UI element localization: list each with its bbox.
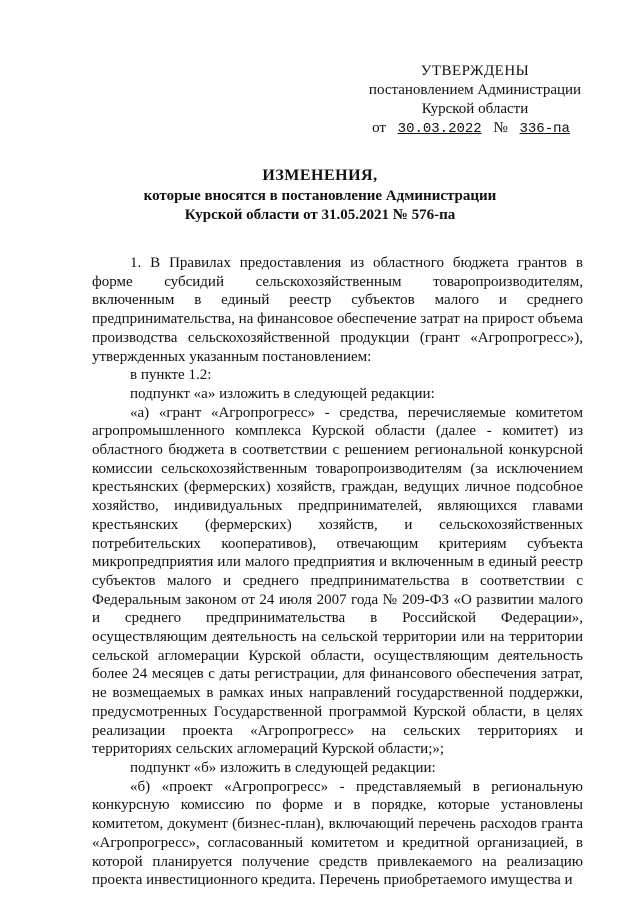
approval-from-label: от	[372, 120, 386, 136]
approval-line-2: Курской области	[421, 101, 529, 117]
heading-subtitle-2: Курской области от 31.05.2021 № 576-па	[184, 207, 456, 223]
document-body	[92, 254, 583, 890]
approval-number: 336-па	[519, 121, 570, 137]
document-heading	[80, 166, 560, 225]
approval-title: УТВЕРЖДЕНЫ	[420, 63, 530, 79]
paragraph-3: подпункт «а» изложить в следующей редакции:	[130, 385, 435, 402]
heading-subtitle-1: которые вносятся в постановление Администрации	[143, 188, 497, 204]
approval-date: 30.03.2022	[397, 121, 482, 137]
approval-number-label: №	[493, 120, 508, 136]
paragraph-4: «а) «грант «Агропрогресс» - средства, перечисляемые комитетом агропромышленного комплекса Курской области (далее - комитет) из областного бюджета в соответствии с решением региональной конкурсной комиссии сельскохозяйственным товаропроизводителям (за исключением крестьянских (фермерских) хозяйств, граждан, ведущих личное подсобное хозяйство, индивидуальных предпринимателей, являющихся главами крестьянских (фермерских) хозяйств, и сельскохозяйственных потребительских кооперативов), отвечающим критериям субъекта микропредприятия или малого предприятия и включенным в единый реестр субъектов малого и среднего предпринимательства в соответствии с Федеральным законом от 24 июля 2007 года № 209-ФЗ «О развитии малого и среднего предпринимательства в Российской Федерации», осуществляющим деятельность на сельской территории или на территории сельской агломерации Курской области, осуществляющим деятельность более 24 месяцев с даты регистрации, для финансового обеспечения затрат, не возмещаемых в рамках иных направлений государственной поддержки, предусмотренных Государственной программой Курской области, в целях реализации проекта «Агропрогресс» на сельских территориях и территориях сельских агломераций Курской области;»;	[92, 404, 583, 758]
paragraph-5: подпункт «б» изложить в следующей редакции:	[130, 759, 436, 776]
approval-date-number	[360, 119, 590, 139]
paragraph-2: в пункте 1.2:	[130, 367, 212, 384]
approval-line-1: постановлением Администрации	[368, 82, 582, 98]
approval-stamp	[360, 62, 590, 139]
paragraph-1: 1. В Правилах предоставления из областного бюджета грантов в форме субсидий сельскохозяйственным товаропроизводителям, включенным в единый реестр субъектов малого и среднего предпринимательства, на финансовое обеспечение затрат на прирост объема производства сельскохозяйственной продукции (грант «Агропрогресс»), утвержденных указанным постановлением:	[92, 255, 583, 365]
heading-title: ИЗМЕНЕНИЯ,	[262, 167, 378, 184]
paragraph-6: «б) «проект «Агропрогресс» - представляемый в региональную конкурсную комиссию по форме и в порядке, которые установлены комитетом, документ (бизнес-план), включающий перечень расходов гранта «Агропрогресс», согласованный комитетом и кредитной организацией, в которой планируется получение средств привлекаемого на реализацию проекта инвестиционного кредита. Перечень приобретаемого имущества и	[92, 778, 583, 889]
